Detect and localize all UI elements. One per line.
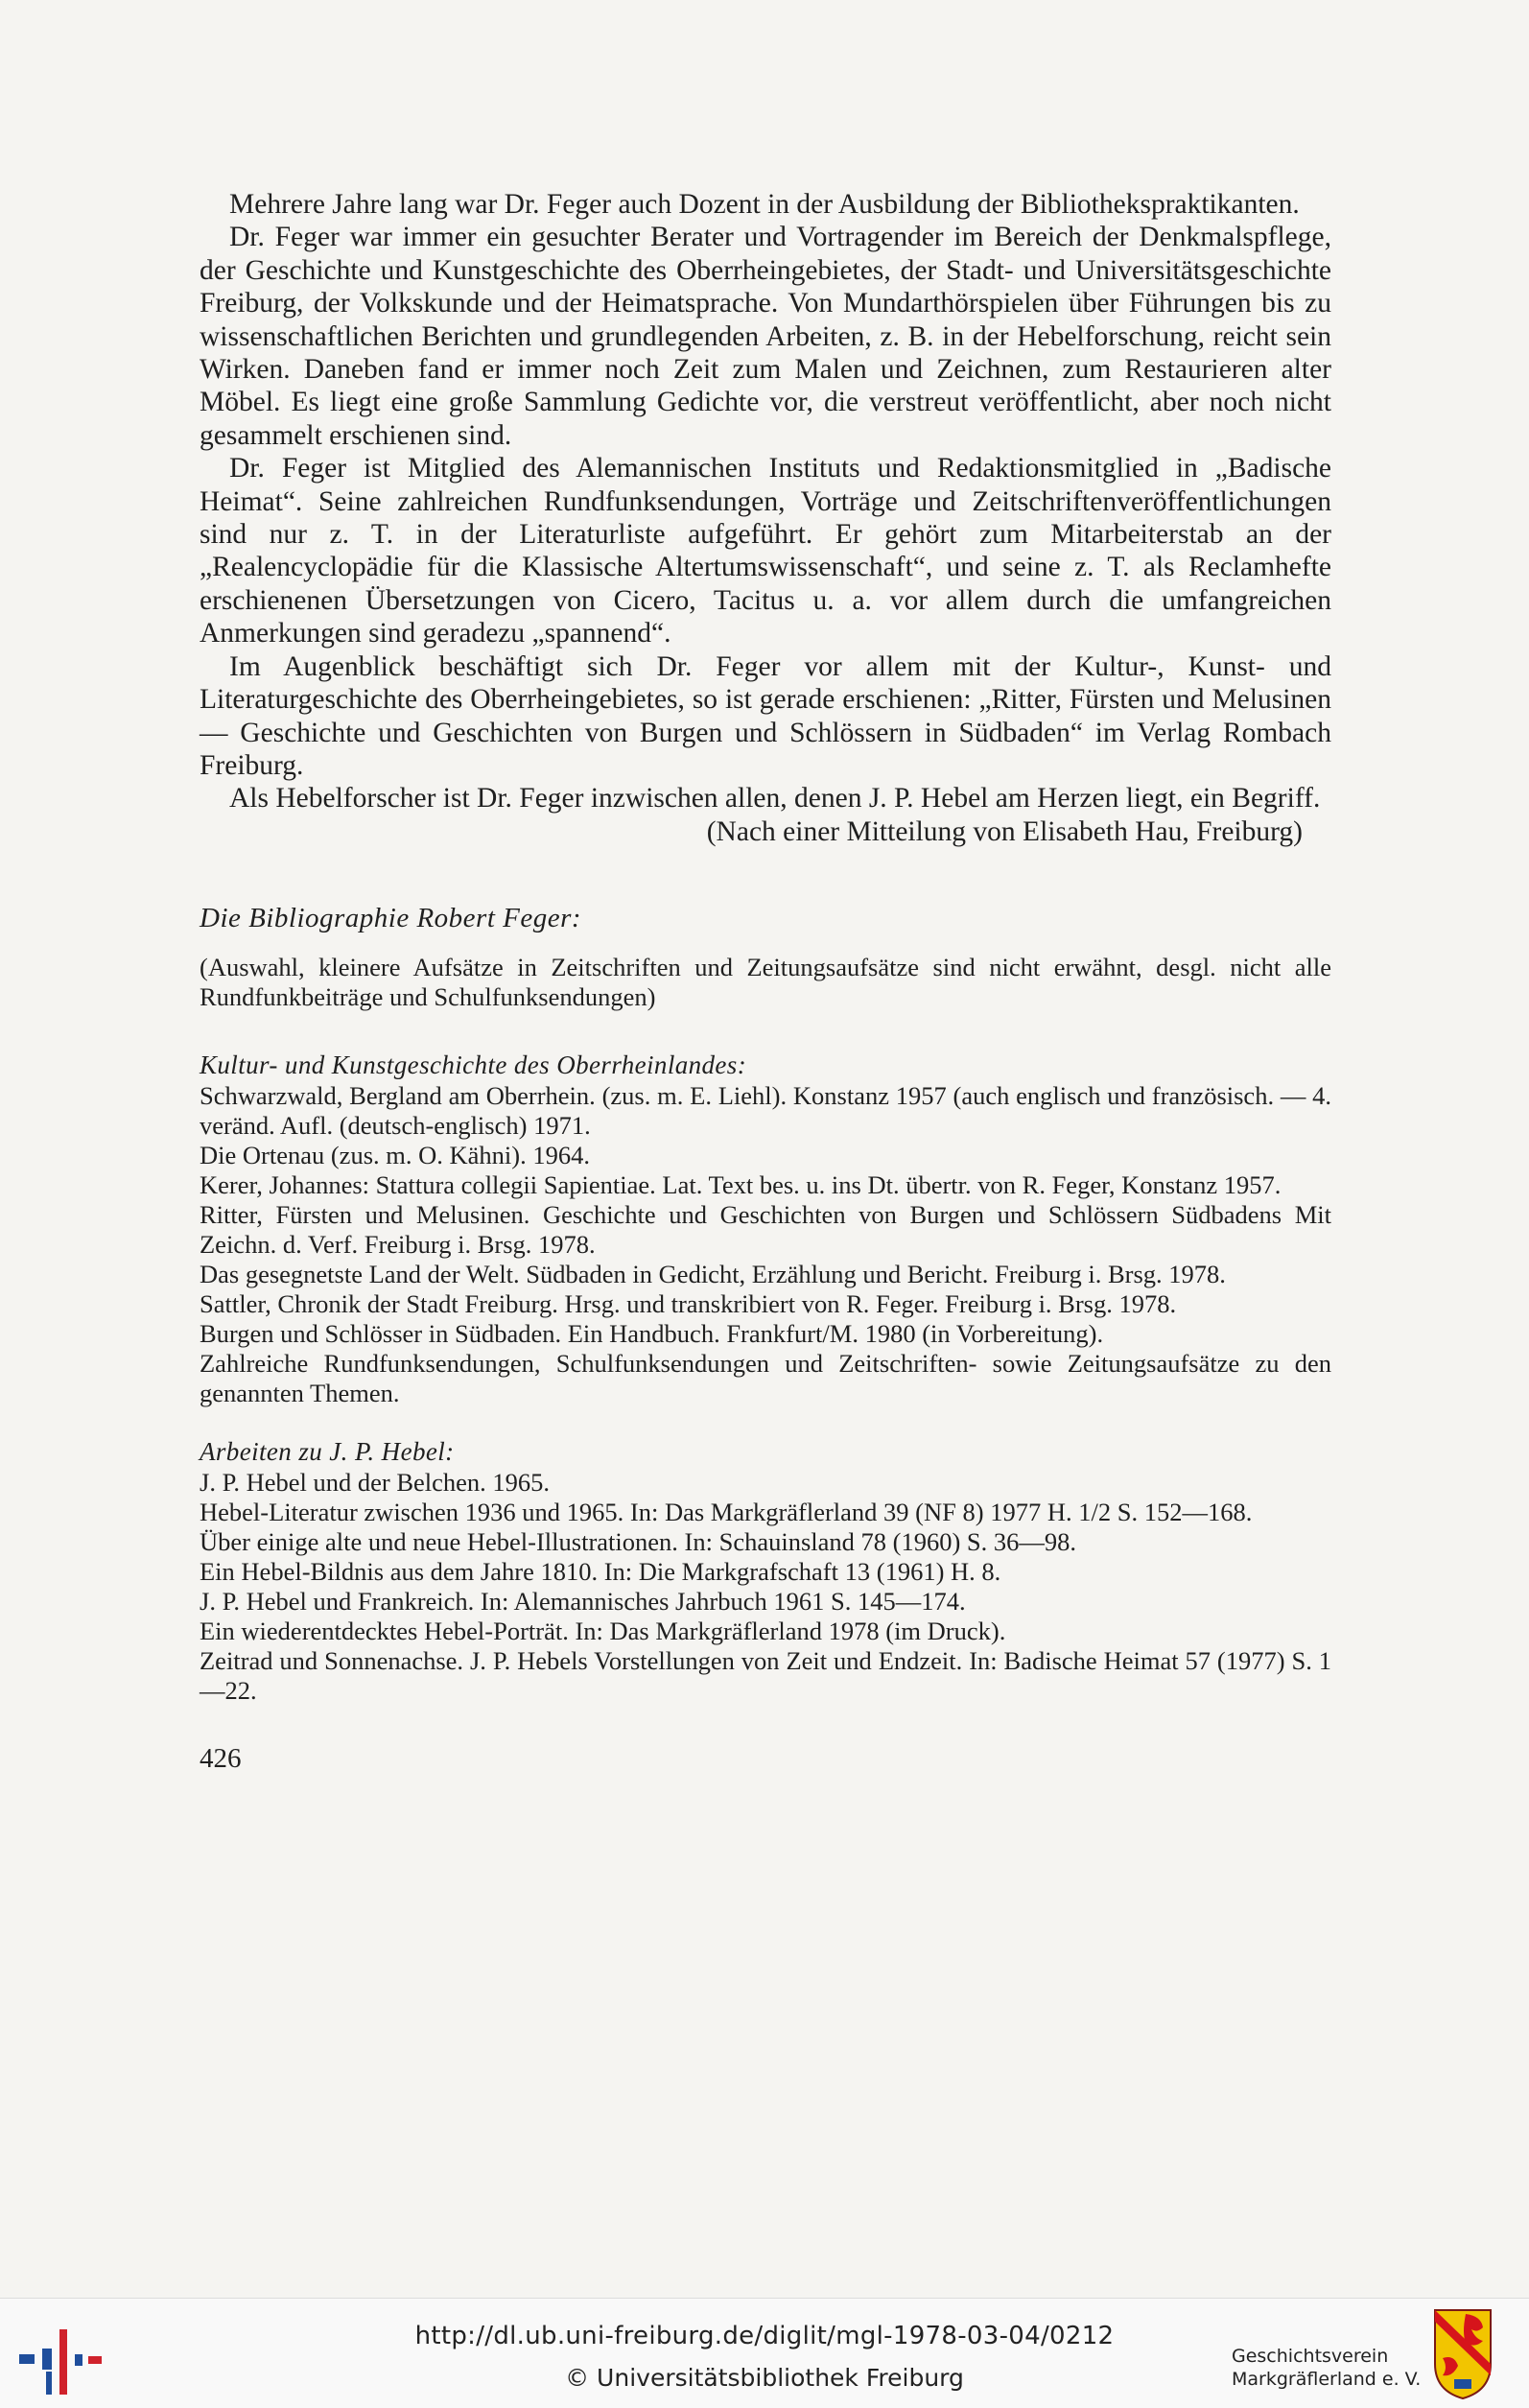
bibliography-entry: Zeitrad und Sonnenachse. J. P. Hebels Vorstellungen von Zeit und Endzeit. In: Badische Heimat 57 (1977) S. 1—22. — [200, 1646, 1331, 1706]
bibliography-entry: J. P. Hebel und Frankreich. In: Alemannisches Jahrbuch 1961 S. 145—174. — [200, 1587, 966, 1617]
viewer-footer — [0, 2298, 1529, 2408]
bibliography-entry: Über einige alte und neue Hebel-Illustrationen. In: Schauinsland 78 (1960) S. 36—98. — [200, 1527, 1077, 1557]
paragraph-hebelforscher: Als Hebelforscher ist Dr. Feger inzwischen allen, denen J. P. Hebel am Herzen liegt, ein Begriff. — [229, 783, 1321, 814]
page-number: 426 — [200, 1743, 242, 1775]
bibliography-entry: Ein wiederentdecktes Hebel-Porträt. In: Das Markgräflerland 1978 (im Druck). — [200, 1617, 1006, 1646]
society-name-line2: Markgräflerland e. V. — [1232, 2369, 1422, 2390]
permalink-url[interactable]: http://dl.ub.uni-freiburg.de/diglit/mgl-1978-03-04/0212 — [414, 2322, 1115, 2350]
paragraph-mitglied: Dr. Feger ist Mitglied des Alemannischen Instituts und Redaktionsmitglied in „Badische Heimat“. Seine zahlreichen Rundfunksendungen, Vorträge und Zeitschriftenveröffentlichungen sind nur z. T. in der Literaturliste aufgeführt. Er gehört zum Mitarbeiterstab an der „Realencyclopädie für die Klassische Altertumswissenschaft“, und seine z. T. als Reclamhefte erschienenen Übersetzungen von Cicero, Tacitus u. a. vor allem durch die umfangreichen Anmerkungen sind geradezu „spannend“. — [200, 453, 1331, 649]
attribution: (Nach einer Mitteilung von Elisabeth Hau, Freiburg) — [706, 815, 1303, 847]
bibliography-entry: Burgen und Schlösser in Südbaden. Ein Handbuch. Frankfurt/M. 1980 (in Vorbereitung). — [200, 1318, 1104, 1348]
bibliography-note: (Auswahl, kleinere Aufsätze in Zeitschriften und Zeitungsaufsätze sind nicht erwähnt, desgl. nicht alle Rundfunkbeiträge und Schulfunksendungen) — [200, 952, 1331, 1011]
bibliography-entry: Ritter, Fürsten und Melusinen. Geschichte und Geschichten von Burgen und Schlössern Südbadens Mit Zeichn. d. Verf. Freiburg i. Brsg. 1978. — [200, 1199, 1331, 1259]
bibliography-entry: Schwarzwald, Bergland am Oberrhein. (zus. m. E. Liehl). Konstanz 1957 (auch englisch und französisch. — 4. veränd. Aufl. (deutsch-englisch) 1971. — [200, 1080, 1331, 1140]
section-title-hebel: Arbeiten zu J. P. Hebel: — [200, 1436, 455, 1466]
bibliography-entry: Die Ortenau (zus. m. O. Kähni). 1964. — [200, 1140, 590, 1169]
bibliography-entry: Ein Hebel-Bildnis aus dem Jahre 1810. In: Die Markgrafschaft 13 (1961) H. 8. — [200, 1557, 1001, 1587]
page-text — [200, 188, 1331, 1776]
bibliography-entry: Hebel-Literatur zwischen 1936 und 1965. In: Das Markgräflerland 39 (NF 8) 1977 H. 1/2 S. 152—168. — [200, 1498, 1253, 1527]
society-name — [1232, 2345, 1443, 2391]
paragraph-berater: Dr. Feger war immer ein gesuchter Berater und Vortragender im Bereich der Denkmalspflege, der Geschichte und Kunstgeschichte des Oberrheingebietes, der Stadt- und Universitätsgeschichte Freiburg, der Volkskunde und der Heimatsprache. Von Mundarthörspielen über Führungen bis zu wissenschaftlichen Berichten und grundlegenden Arbeiten, z. B. in der Hebelforschung, reicht sein Wirken. Daneben fand er immer noch Zeit zum Malen und Zeichnen, zum Restaurieren alter Möbel. Es liegt eine große Sammlung Gedichte vor, die verstreut veröffentlicht, aber noch nicht gesammelt erschienen sind. — [200, 222, 1331, 451]
paragraph-dozent: Mehrere Jahre lang war Dr. Feger auch Dozent in der Ausbildung der Bibliothekspraktikanten. — [229, 189, 1300, 220]
copyright-notice: © Universitätsbibliothek Freiburg — [565, 2364, 964, 2392]
section-title-kulturgeschichte: Kultur- und Kunstgeschichte des Oberrheinlandes: — [200, 1050, 747, 1079]
bibliography-entry: Kerer, Johannes: Stattura collegii Sapientiae. Lat. Text bes. u. ins Dt. übertr. von R. Feger, Konstanz 1957. — [200, 1169, 1282, 1199]
coat-of-arms-icon[interactable] — [1433, 2308, 1493, 2400]
bibliography-entry: Zahlreiche Rundfunksendungen, Schulfunksendungen und Zeitschriften- sowie Zeitungsaufsätze zu den genannten Themen. — [200, 1348, 1331, 1407]
bibliography-entry: Sattler, Chronik der Stadt Freiburg. Hrsg. und transkribiert von R. Feger. Freiburg i. Brsg. 1978. — [200, 1288, 1177, 1318]
bibliography-entry: J. P. Hebel und der Belchen. 1965. — [200, 1468, 551, 1498]
bibliography-heading: Die Bibliographie Robert Feger: — [200, 903, 582, 934]
paragraph-augenblick: Im Augenblick beschäftigt sich Dr. Feger vor allem mit der Kultur-, Kunst- und Literaturgeschichte des Oberrheingebietes, so ist gerade erschienen: „Ritter, Fürsten und Melusinen — Geschichte und Geschichten von Burgen und Schlössern in Südbaden“ im Verlag Rombach Freiburg. — [200, 650, 1331, 781]
bibliography-entry: Das gesegnetste Land der Welt. Südbaden in Gedicht, Erzählung und Bericht. Freiburg i. Brsg. 1978. — [200, 1259, 1226, 1288]
society-name-line1: Geschichtsverein — [1232, 2346, 1389, 2367]
